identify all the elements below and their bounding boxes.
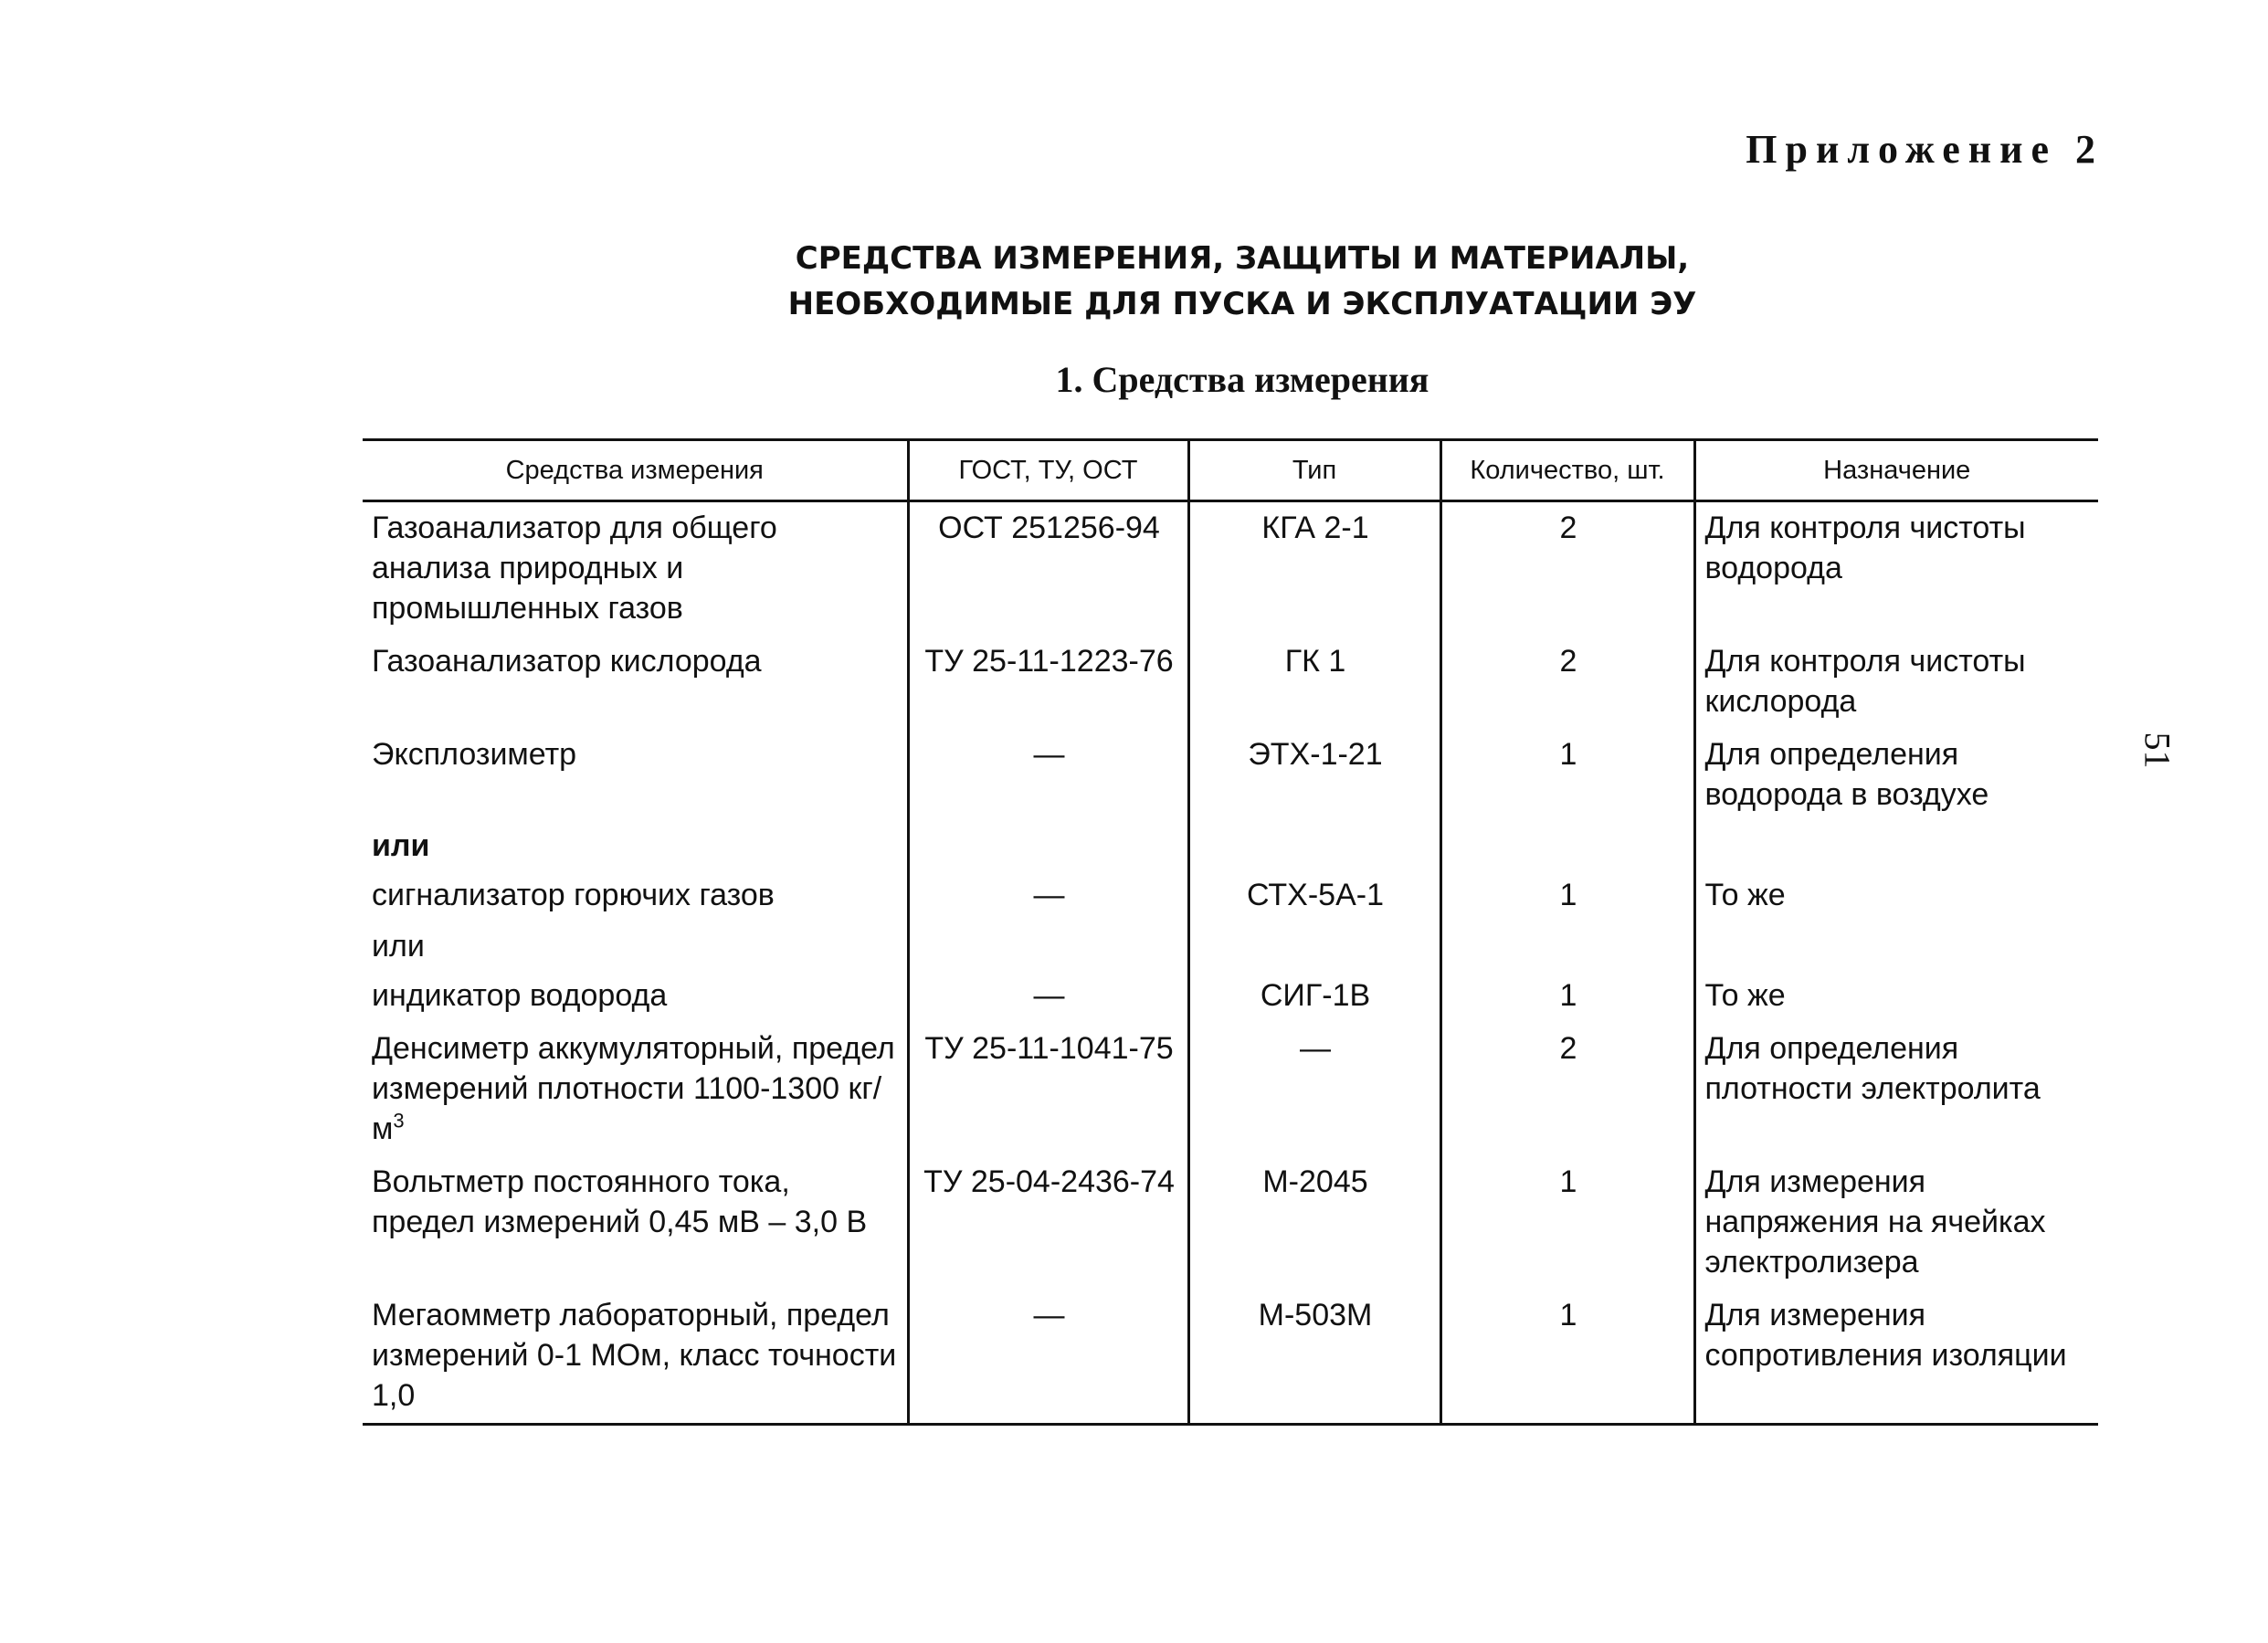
cell-quantity: 2: [1440, 636, 1694, 729]
cell-instrument: Вольтметр постоянного тока, предел измерений 0,45 мВ – 3,0 В: [372, 1164, 868, 1239]
column-header-standard: ГОСТ, ТУ, ОСТ: [908, 440, 1188, 501]
appendix-label: Приложение 2: [1746, 127, 2104, 172]
cell-standard: ТУ 25-04-2436-74: [908, 1156, 1188, 1290]
table-row: [363, 869, 2098, 922]
measuring-instruments-table: [363, 438, 2098, 1426]
table-row-alternative: [363, 822, 2098, 869]
column-header-type: Тип: [1188, 440, 1440, 501]
cell-instrument: Газоанализатор для общего анализа природных и промышленных газов: [372, 511, 777, 626]
cell-quantity: 2: [1440, 1023, 1694, 1156]
cell-standard: ТУ 25-11-1223-76: [908, 636, 1188, 729]
table-row: [363, 970, 2098, 1023]
cell-instrument: индикатор водорода: [372, 978, 668, 1013]
cell-standard: —: [908, 869, 1188, 922]
cell-instrument: Газоанализатор кислорода: [372, 644, 762, 679]
cell-standard: —: [908, 1290, 1188, 1425]
cell-purpose: Для измерения сопротивления изоляции: [1694, 1290, 2098, 1425]
cell-quantity: 1: [1440, 970, 1694, 1023]
cell-type: ГК 1: [1188, 636, 1440, 729]
cell-type: КГА 2-1: [1188, 501, 1440, 637]
cell-instrument-alternative: или: [372, 929, 425, 964]
cell-quantity: 1: [1440, 1290, 1694, 1425]
table-row: [363, 1023, 2098, 1156]
cell-instrument-alternative: или: [372, 828, 430, 863]
cell-quantity: 1: [1440, 1156, 1694, 1290]
cell-standard: ОСТ 251256-94: [908, 501, 1188, 637]
cell-quantity: 1: [1440, 869, 1694, 922]
table-row: [363, 729, 2098, 822]
table-header-row: [363, 440, 2098, 501]
column-header-quantity: Количество, шт.: [1440, 440, 1694, 501]
cell-instrument: [363, 1023, 908, 1156]
superscript-cubed: 3: [393, 1109, 405, 1132]
table-row: [363, 1156, 2098, 1290]
page-number: 51: [2136, 732, 2178, 769]
table-row: [363, 636, 2098, 729]
cell-type: —: [1188, 1023, 1440, 1156]
cell-purpose: Для контроля чистоты кислорода: [1694, 636, 2098, 729]
document-title-line-2: НЕОБХОДИМЫЕ ДЛЯ ПУСКА И ЭКСПЛУАТАЦИИ ЭУ: [787, 286, 1697, 322]
cell-instrument: Мегаомметр лабораторный, предел измерений 0-1 МОм, класс точности 1,0: [363, 1290, 908, 1425]
cell-standard: ТУ 25-11-1041-75: [908, 1023, 1188, 1156]
table-row: [363, 501, 2098, 637]
column-header-instrument: Средства измерения: [363, 440, 908, 501]
document-title-line-1: СРЕДСТВА ИЗМЕРЕНИЯ, ЗАЩИТЫ И МАТЕРИАЛЫ,: [795, 240, 1690, 277]
cell-purpose: То же: [1694, 869, 2098, 922]
cell-type: СТХ-5А-1: [1188, 869, 1440, 922]
table-row-alternative: [363, 922, 2098, 970]
cell-type: ЭТХ-1-21: [1188, 729, 1440, 822]
cell-purpose: Для определения водорода в воздухе: [1694, 729, 2098, 822]
cell-type: СИГ-1В: [1188, 970, 1440, 1023]
cell-quantity: 2: [1440, 501, 1694, 637]
cell-purpose: Для измерения напряжения на ячейках электролизера: [1694, 1156, 2098, 1290]
cell-instrument-text: Денсиметр аккумуляторный, предел измерений плотности 1100-1300 кг/м: [372, 1031, 895, 1146]
cell-purpose: Для определения плотности электролита: [1694, 1023, 2098, 1156]
table-row: [363, 1290, 2098, 1425]
cell-quantity: 1: [1440, 729, 1694, 822]
cell-type: М-2045: [1188, 1156, 1440, 1290]
cell-purpose: Для контроля чистоты водорода: [1694, 501, 2098, 637]
cell-instrument: Эксплозиметр: [372, 737, 577, 772]
cell-instrument: сигнализатор горючих газов: [372, 878, 775, 912]
cell-standard: —: [908, 970, 1188, 1023]
cell-type: М-503М: [1188, 1290, 1440, 1425]
section-title: 1. Средства измерения: [1055, 359, 1429, 400]
cell-purpose: То же: [1694, 970, 2098, 1023]
column-header-purpose: Назначение: [1694, 440, 2098, 501]
cell-standard: —: [908, 729, 1188, 822]
